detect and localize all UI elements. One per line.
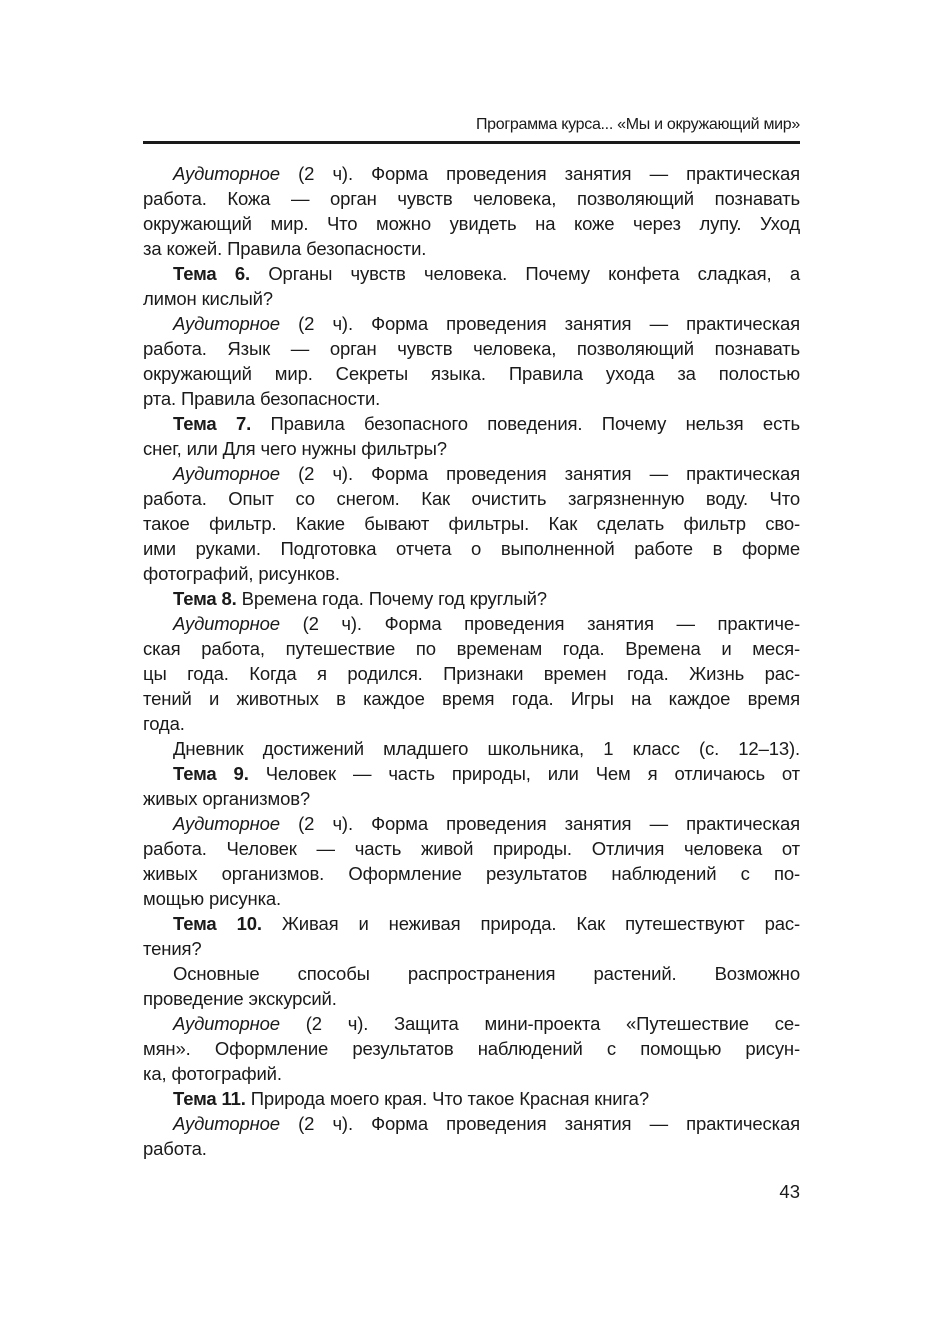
text-line (143, 786, 800, 811)
text-line (143, 986, 800, 1011)
text-line (143, 486, 800, 511)
page-body-text (143, 161, 800, 1161)
line-text: за кожей. Правила безопасности. (143, 238, 427, 259)
line-text: (2 ч). Форма проведения занятия — практическая (279, 1113, 800, 1134)
text-line (143, 586, 800, 611)
line-text: снег, или Для чего нужны фильтры? (143, 438, 447, 459)
text-line (143, 361, 800, 386)
text-line (143, 311, 800, 336)
line-text: живых организмов. Оформление результатов наблюдений с по- (143, 863, 800, 884)
italic-lead: Аудиторное (173, 813, 280, 834)
text-line (143, 861, 800, 886)
text-line (143, 1136, 800, 1161)
line-text: (2 ч). Форма проведения занятия — практическая (279, 313, 800, 334)
text-line (143, 686, 800, 711)
text-line (143, 261, 800, 286)
line-text: фотографий, рисунков. (143, 563, 340, 584)
text-line (143, 336, 800, 361)
text-line (143, 836, 800, 861)
text-line (143, 811, 800, 836)
line-text: (2 ч). Защита мини-проекта «Путешествие се- (279, 1013, 800, 1034)
text-line (143, 536, 800, 561)
text-line (143, 711, 800, 736)
text-line (143, 386, 800, 411)
text-line (143, 561, 800, 586)
text-line (143, 661, 800, 686)
line-text: Правила безопасного поведения. Почему нельзя есть (251, 413, 800, 434)
line-text: Дневник достижений младшего школьника, 1 класс (с. 12–13). (173, 738, 800, 759)
text-line (143, 911, 800, 936)
line-text: (2 ч). Форма проведения занятия — практическая (279, 813, 800, 834)
italic-lead: Аудиторное (173, 163, 280, 184)
line-text: Основные способы распространения растений. Возможно (173, 963, 800, 984)
italic-lead: Аудиторное (173, 613, 280, 634)
text-line (143, 1111, 800, 1136)
text-line (143, 461, 800, 486)
line-text: мощью рисунка. (143, 888, 282, 909)
line-text: такое фильтр. Какие бывают фильтры. Как сделать фильтр сво- (143, 513, 800, 534)
italic-lead: Аудиторное (173, 313, 280, 334)
line-text: Органы чувств человека. Почему конфета сладкая, а (250, 263, 800, 284)
line-text: работа. Человек — часть живой природы. Отличия человека от (143, 838, 800, 859)
line-text: тений и животных в каждое время года. Игры на каждое время (143, 688, 800, 709)
line-text: рта. Правила безопасности. (143, 388, 381, 409)
line-text: ская работа, путешествие по временам года. Времена и меся- (143, 638, 800, 659)
text-line (143, 736, 800, 761)
line-text: работа. Опыт со снегом. Как очистить загрязненную воду. Что (143, 488, 800, 509)
running-header: Программа курса... «Мы и окружающий мир» (475, 116, 800, 133)
line-text: ими руками. Подготовка отчета о выполненной работе в форме (143, 538, 800, 559)
line-text: тения? (143, 938, 202, 959)
bold-topic-label: Тема 9. (173, 763, 249, 784)
bold-topic-label: Тема 11. (173, 1088, 246, 1109)
italic-lead: Аудиторное (173, 1113, 280, 1134)
line-text: лимон кислый? (143, 288, 273, 309)
text-line (143, 1061, 800, 1086)
text-line (143, 961, 800, 986)
text-line (143, 1036, 800, 1061)
line-text: (2 ч). Форма проведения занятия — практическая (279, 163, 800, 184)
text-line (143, 211, 800, 236)
page-number: 43 (779, 1181, 800, 1202)
text-line (143, 636, 800, 661)
line-text: Времена года. Почему год круглый? (236, 588, 547, 609)
text-line (143, 1086, 800, 1111)
header-rule (143, 141, 800, 144)
text-line (143, 236, 800, 261)
line-text: года. (143, 713, 185, 734)
text-line (143, 936, 800, 961)
line-text: работа. Кожа — орган чувств человека, позволяющий познавать (143, 188, 800, 209)
text-line (143, 411, 800, 436)
text-line (143, 761, 800, 786)
line-text: живых организмов? (143, 788, 311, 809)
line-text: проведение экскурсий. (143, 988, 337, 1009)
text-line (143, 286, 800, 311)
bold-topic-label: Тема 7. (173, 413, 252, 434)
text-line (143, 511, 800, 536)
line-text: Человек — часть природы, или Чем я отличаюсь от (248, 763, 800, 784)
line-text: (2 ч). Форма проведения занятия — практиче- (279, 613, 800, 634)
text-line (143, 1011, 800, 1036)
line-text: окружающий мир. Секреты языка. Правила ухода за полостью (143, 363, 800, 384)
bold-topic-label: Тема 6. (173, 263, 250, 284)
line-text: (2 ч). Форма проведения занятия — практическая (279, 463, 800, 484)
bold-topic-label: Тема 8. (173, 588, 237, 609)
text-line (143, 436, 800, 461)
line-text: мян». Оформление результатов наблюдений с помощью рисун- (143, 1038, 800, 1059)
line-text: Природа моего края. Что такое Красная книга? (245, 1088, 649, 1109)
bold-topic-label: Тема 10. (173, 913, 262, 934)
italic-lead: Аудиторное (173, 463, 280, 484)
text-line (143, 886, 800, 911)
italic-lead: Аудиторное (173, 1013, 280, 1034)
line-text: цы года. Когда я родился. Признаки времен года. Жизнь рас- (143, 663, 800, 684)
line-text: Живая и неживая природа. Как путешествуют рас- (261, 913, 801, 934)
line-text: окружающий мир. Что можно увидеть на коже через лупу. Уход (143, 213, 800, 234)
text-line (143, 161, 800, 186)
text-line (143, 611, 800, 636)
line-text: работа. (143, 1138, 207, 1159)
text-line (143, 186, 800, 211)
line-text: ка, фотографий. (143, 1063, 282, 1084)
line-text: работа. Язык — орган чувств человека, позволяющий познавать (143, 338, 800, 359)
